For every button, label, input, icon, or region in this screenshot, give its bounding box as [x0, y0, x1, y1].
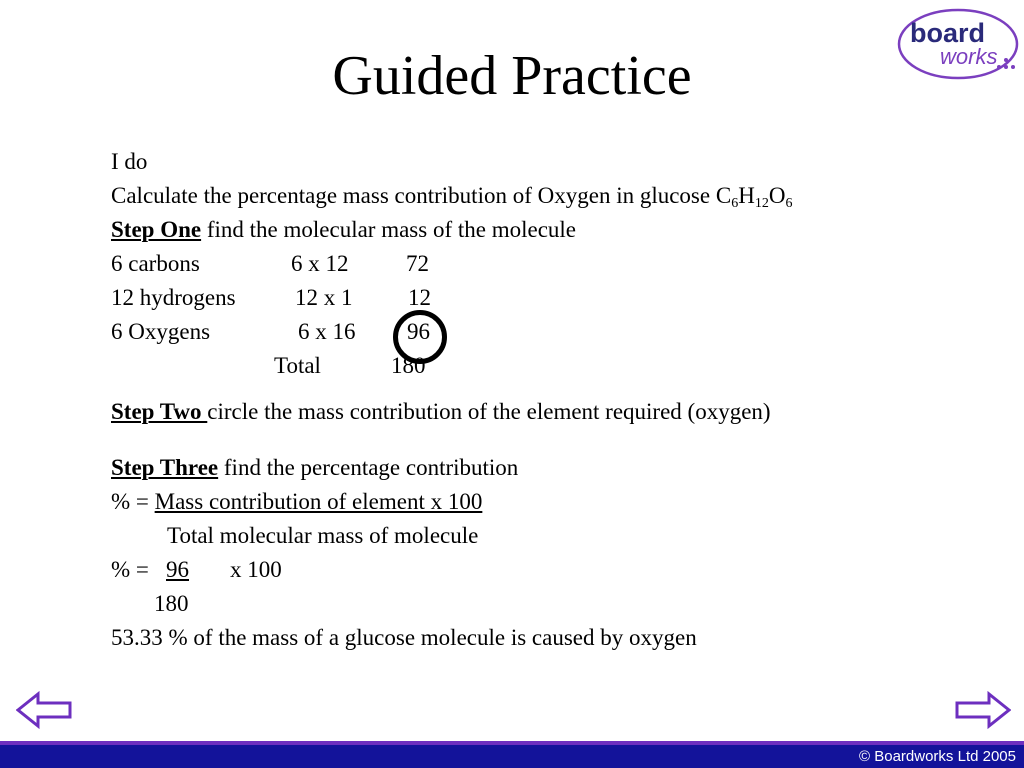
row-calc: 12 x 1: [295, 285, 353, 310]
step-two-label: Step Two: [111, 399, 208, 424]
logo-word-works: works: [940, 44, 998, 69]
calc-numerator: 96: [166, 557, 189, 582]
row-name: 6 carbons: [111, 251, 200, 276]
right-arrow-icon[interactable]: [955, 690, 1011, 730]
boardworks-logo: [896, 6, 1020, 82]
row-calc: 6 x 16: [298, 319, 356, 344]
question-line: [111, 179, 792, 213]
copyright-text: © Boardworks Ltd 2005: [859, 748, 1016, 765]
table-row-carbons: [111, 247, 471, 281]
row-name: 6 Oxygens: [111, 319, 211, 344]
row-value: 96: [407, 319, 430, 344]
row-value: 72: [406, 251, 429, 276]
step-three-label: Step Three: [111, 455, 219, 480]
calc-times: x 100: [230, 557, 282, 582]
carbon-subscript: 6: [731, 196, 739, 211]
step-one-text: find the molecular mass of the molecule: [201, 217, 577, 242]
hydrogen-symbol: H: [738, 183, 755, 208]
oxygen-highlight-circle: [393, 310, 447, 364]
calc-line: [111, 553, 331, 587]
step-two-line: [111, 395, 771, 429]
formula-prefix: % =: [111, 489, 155, 514]
step-one-line: [111, 213, 576, 247]
formula-numerator: Mass contribution of element x 100: [154, 489, 483, 514]
row-calc: 6 x 12: [291, 251, 349, 276]
total-label: Total: [274, 353, 321, 378]
total-value: 180: [391, 353, 426, 378]
conclusion-line: 53.33 % of the mass of a glucose molecule is caused by oxygen: [111, 625, 697, 650]
slide-title: Guided Practice: [332, 45, 692, 107]
step-two-text: circle the mass contribution of the element required (oxygen): [207, 399, 771, 424]
oxygen-symbol: O: [768, 183, 786, 208]
formula-denominator: Total molecular mass of molecule: [167, 523, 479, 548]
step-one-label: Step One: [111, 217, 202, 242]
calc-denominator: 180: [154, 591, 189, 616]
hydrogen-subscript: 12: [754, 196, 769, 211]
intro-line: I do: [111, 149, 148, 174]
formula-line: [111, 485, 482, 519]
step-three-text: find the percentage contribution: [218, 455, 519, 480]
calc-prefix: % =: [111, 557, 149, 582]
row-value: 12: [408, 285, 431, 310]
logo-word-board: board: [910, 18, 986, 48]
step-three-line: [111, 451, 518, 485]
footer-bar: [0, 745, 1024, 768]
row-name: 12 hydrogens: [111, 285, 236, 310]
oxygen-subscript: 6: [785, 196, 793, 211]
left-arrow-icon[interactable]: [16, 690, 72, 730]
question-text: Calculate the percentage mass contribution of Oxygen in glucose C: [111, 183, 732, 208]
